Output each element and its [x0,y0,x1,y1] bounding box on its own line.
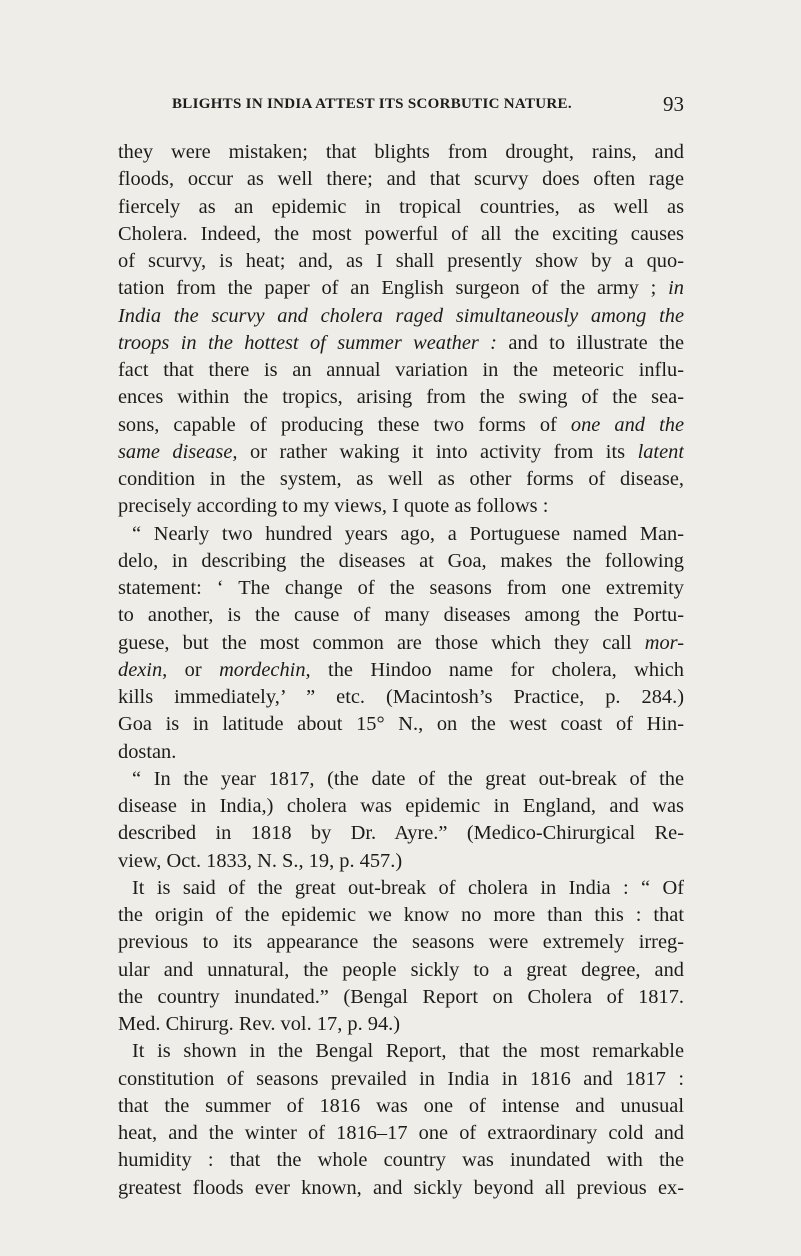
italic-text: dexin, [118,658,168,681]
text-line [118,330,684,357]
text-line [118,166,684,193]
text-segment: the Hindoo name for cholera, which [310,658,684,681]
italic-text: mordechin, [219,658,311,681]
text-line [118,1093,684,1120]
text-segment: disease in India,) cholera was epidemic in England, and was [118,795,684,817]
text-segment: to another, is the cause of many diseases among the Portu- [118,604,684,627]
text-segment: It is said of the great out-break of cholera in India : “ Of [132,876,684,899]
text-line [118,984,684,1011]
text-segment: guese, but the most common are those which they call [118,631,645,654]
text-line [118,248,684,275]
text-line [118,139,684,166]
text-segment: heat, and the winter of 1816–17 one of extraordinary cold and [118,1122,684,1144]
running-head [172,92,684,122]
text-segment: greatest floods ever known, and sickly beyond all previous ex- [118,1176,684,1199]
italic-text: India the scurvy and cholera raged simultaneously among the [118,304,684,327]
text-line [118,793,684,820]
text-segment: delo, in describing the diseases at Goa, makes the following [118,549,684,572]
text-segment: tation from the paper of an English surgeon of the army ; [118,277,669,300]
text-segment: ences within the tropics, arising from the swing of the sea- [118,386,684,409]
text-line [118,739,684,766]
text-line [118,957,684,984]
text-segment: floods, occur as well there; and that scurvy does often rage [118,168,684,191]
text-line [118,1066,684,1093]
text-segment: and to illustrate the [496,331,684,354]
text-segment: previous to its appearance the seasons were extremely irreg- [118,931,684,954]
text-line [118,1120,684,1147]
text-segment: kills immediately,’ ” etc. (Macintosh’s Practice, p. 284.) [118,686,684,708]
text-line [118,303,684,330]
text-line [118,439,684,466]
text-segment: described in 1818 by Dr. Ayre.” (Medico-Chirurgical Re- [118,822,684,845]
italic-text: latent [637,440,684,463]
text-line [118,848,684,875]
text-segment: constitution of seasons prevailed in India in 1816 and 1817 : [118,1067,684,1090]
body-text [118,139,684,1202]
text-line [118,221,684,248]
italic-text: one and the [570,413,684,436]
text-segment: or [167,658,220,681]
text-segment: precisely according to my views, I quote as follows : [118,495,549,518]
text-line [118,820,684,847]
text-line [118,657,684,684]
text-segment: ular and unnatural, the people sickly to a great degree, and [118,958,684,981]
text-line [118,412,684,439]
text-segment: Cholera. Indeed, the most powerful of all the exciting causes [118,222,684,245]
text-segment: condition in the system, as well as other forms of disease, [118,468,684,490]
text-segment: the country inundated.” (Bengal Report on Cholera of 1817. [118,985,684,1008]
text-line [118,929,684,956]
text-segment: the origin of the epidemic we know no more than this : that [118,904,684,926]
text-segment: “ In the year 1817, (the date of the great out-break of the [132,767,684,790]
text-line [118,902,684,929]
text-segment: “ Nearly two hundred years ago, a Portuguese named Man- [132,522,684,545]
italic-text: mor- [644,631,684,654]
text-line [118,466,684,493]
text-segment: statement: ‘ The change of the seasons from one extremity [118,577,684,599]
text-line [118,275,684,302]
text-segment: fiercely as an epidemic in tropical countries, as well as [118,195,684,218]
italic-text: same disease, [118,440,238,463]
text-line [118,630,684,657]
text-segment: that the summer of 1816 was one of intense and unusual [118,1094,684,1117]
text-segment: view, Oct. 1833, N. S., 19, p. 457.) [118,849,403,872]
text-line [118,194,684,221]
text-line [118,711,684,738]
text-line [118,875,684,902]
italic-text: in [668,277,684,300]
text-line [118,521,684,548]
text-segment: humidity : that the whole country was inundated with the [118,1149,684,1172]
text-segment: Goa is in latitude about 15° N., on the west coast of Hin- [118,713,684,736]
text-line [118,357,684,384]
text-segment: sons, capable of producing these two forms of [118,413,571,436]
running-head-title: BLIGHTS IN INDIA ATTEST ITS SCORBUTIC NATURE. [172,96,572,112]
text-line [118,548,684,575]
text-segment: of scurvy, is heat; and, as I shall presently show by a quo- [118,250,684,272]
text-segment: or rather waking it into activity from its [237,440,638,463]
text-line [118,766,684,793]
text-line [118,575,684,602]
text-line [118,684,684,711]
text-line [118,384,684,411]
text-line [118,1147,684,1174]
text-segment: they were mistaken; that blights from drought, rains, and [118,141,684,163]
text-line [118,602,684,629]
text-line [118,1175,684,1202]
text-segment: It is shown in the Bengal Report, that the most remarkable [132,1040,684,1063]
text-line [118,1038,684,1065]
text-line [118,1011,684,1038]
text-segment: dostan. [118,740,177,763]
page-number: 93 [663,92,684,116]
text-segment: fact that there is an annual variation in the meteoric influ- [118,359,684,381]
italic-text: troops in the hottest of summer weather : [118,331,497,354]
text-line [118,493,684,520]
text-segment: Med. Chirurg. Rev. vol. 17, p. 94.) [118,1013,401,1035]
